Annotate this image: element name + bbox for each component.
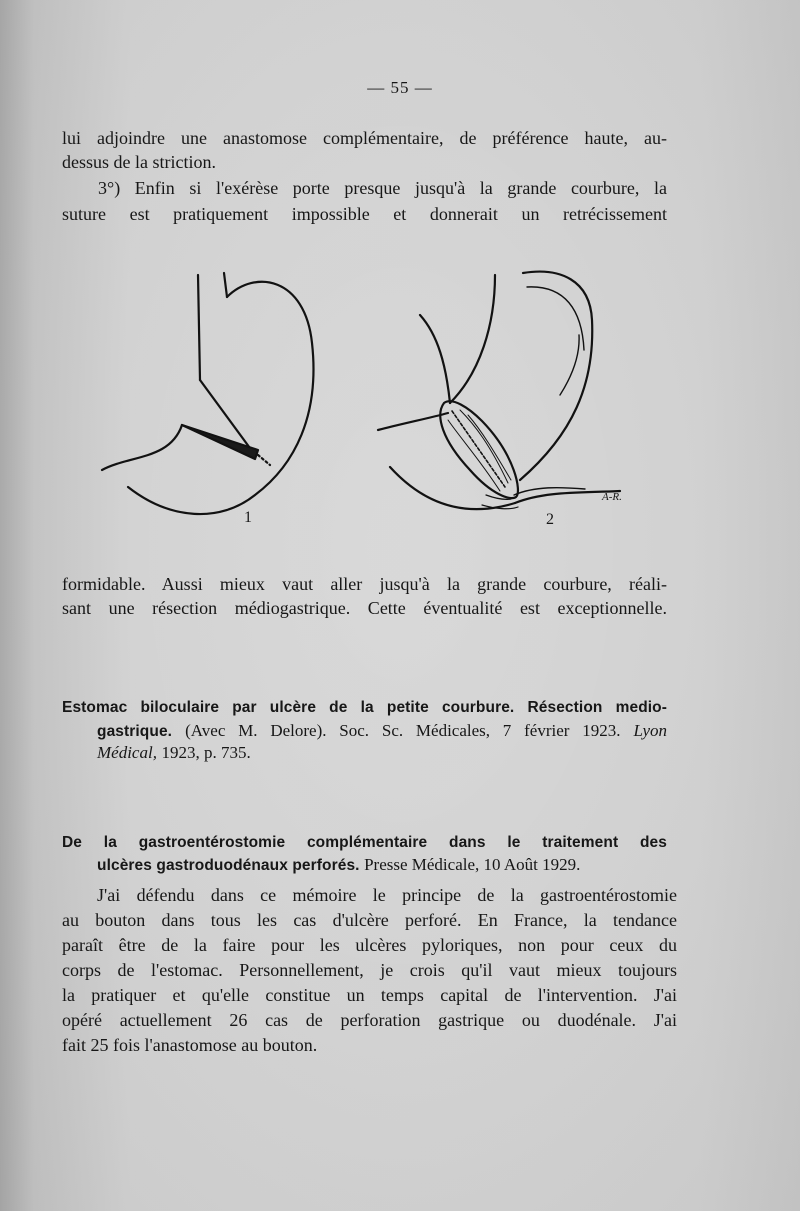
drawing-line [520, 272, 592, 480]
text-line: 3°) Enfin si l'exérèse porte presque jusqu'à la grande courbure, la [98, 178, 667, 198]
reference-title: Estomac biloculaire par ulcère de la petite courbure. Résection medio- [62, 699, 667, 716]
reference-source: (Avec M. Delore). Soc. Sc. Médicales, 7 février 1923. [185, 721, 621, 740]
text-line: lui adjoindre une anastomose complémentaire, de préférence haute, au- [62, 128, 667, 148]
drawing-line [224, 273, 227, 297]
drawing-line [560, 335, 579, 395]
drawing-line [258, 455, 270, 465]
illustrator-signature: A-R. [602, 491, 622, 503]
drawing-line [198, 275, 200, 380]
text-line: dessus de la striction. [62, 152, 216, 172]
reference-title: De la gastroentérostomie complémentaire dans le traitement des [62, 834, 667, 851]
reference-title-end: ulcères gastroduodénaux perforés. [97, 857, 360, 874]
text-line: formidable. Aussi mieux vaut aller jusqu'à la grande courbure, réali- [62, 574, 667, 594]
drawing-line [128, 282, 313, 514]
figure-label-1: 1 [244, 509, 252, 526]
reference-source: Presse Médicale, 10 Août 1929. [364, 855, 581, 874]
reference-citation-end [97, 741, 251, 764]
drawing-line [102, 425, 182, 470]
body-line: paraît être de la faire pour les ulcères pyloriques, non pour ceux du [62, 935, 677, 955]
body-line: au bouton dans tous les cas d'ulcère perforé. En France, la tendance [62, 910, 677, 930]
body-line: la pratiquer et qu'elle constitue un temps capital de l'intervention. J'ai [62, 985, 677, 1005]
drawing-line [527, 287, 584, 350]
drawing-line [420, 315, 450, 403]
reference-citation [97, 719, 667, 743]
journal-name: Lyon [633, 721, 667, 740]
drawing-line [448, 420, 500, 491]
drawing-line [460, 410, 508, 483]
body-line: opéré actuellement 26 cas de perforation gastrique ou duodénale. J'ai [62, 1010, 677, 1030]
drawing-line [450, 275, 495, 403]
text-line: sant une résection médiogastrique. Cette éventualité est exceptionnelle. [62, 598, 667, 618]
reference-citation [97, 853, 580, 877]
body-line: fait 25 fois l'anastomose au bouton. [62, 1035, 318, 1055]
stomach-illustration [90, 255, 650, 545]
journal-details: 1923, p. 735. [161, 743, 251, 762]
journal-name-end: Médical, [97, 743, 157, 762]
drawing-line [452, 411, 505, 487]
body-line: corps de l'estomac. Personnellement, je crois qu'il vaut mieux toujours [62, 960, 677, 980]
reference-title-end: gastrique. [97, 723, 173, 740]
text-line: suture est pratiquement impossible et donnerait un retrécissement [62, 204, 667, 224]
stomach-drawings [90, 255, 650, 545]
drawing-line [468, 415, 511, 480]
page-number: — 55 — [367, 78, 433, 97]
body-line: J'ai défendu dans ce mémoire le principe de la gastroentérostomie [97, 885, 677, 905]
figure-label-2: 2 [546, 511, 554, 528]
drawing-line [378, 413, 448, 430]
